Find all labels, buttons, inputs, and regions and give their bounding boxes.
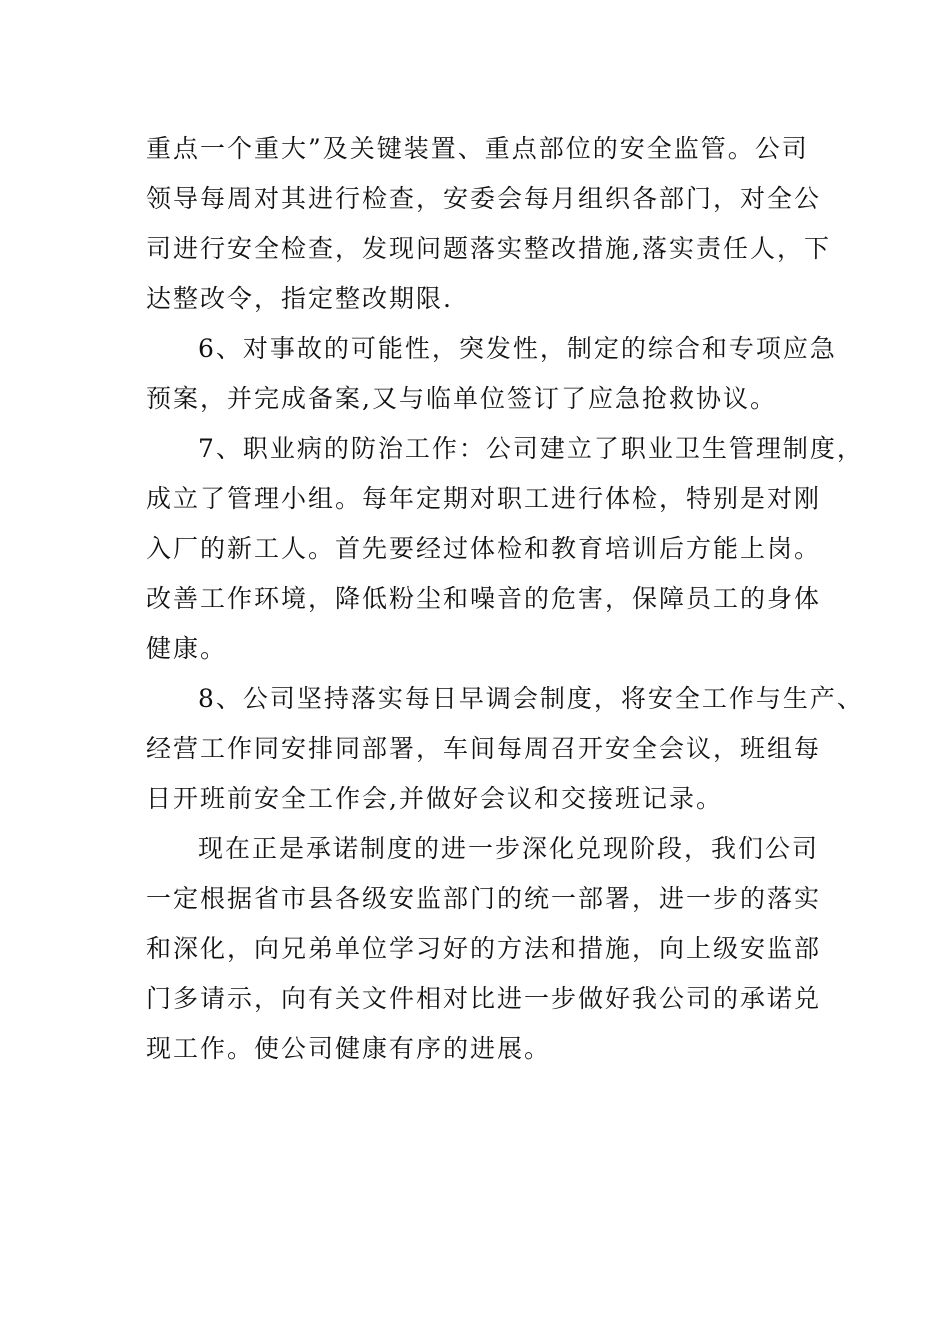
text-line: 8、公司坚持落实每日早调会制度，将安全工作与生产、: [198, 684, 864, 713]
text-line: 成立了管理小组。每年定期对职工进行体检，特别是对刚: [146, 484, 822, 513]
text-line: 改善工作环境，降低粉尘和噪音的危害，保障员工的身体: [146, 584, 822, 613]
text-line: 重点一个重大”及关键装置、重点部位的安全监管。公司: [146, 134, 809, 163]
text-line: 门多请示，向有关文件相对比进一步做好我公司的承诺兑: [146, 984, 822, 1013]
text-line: 现在正是承诺制度的进一步深化兑现阶段，我们公司: [198, 834, 820, 863]
text-line: 现工作。使公司健康有序的进展。: [146, 1034, 552, 1063]
text-line: 领导每周对其进行检查，安委会每月组织各部门，对全公: [146, 184, 822, 213]
text-line: 7、职业病的防治工作：公司建立了职业卫生管理制度，: [198, 434, 864, 463]
text-line: 日开班前安全工作会,并做好会议和交接班记录。: [146, 784, 723, 813]
text-line: 经营工作同安排同部署，车间每周召开安全会议，班组每: [146, 734, 822, 763]
text-line: 司进行安全检查，发现问题落实整改措施,落实责任人，下: [146, 234, 831, 263]
text-line: 6、对事故的可能性，突发性，制定的综合和专项应急: [198, 334, 837, 363]
text-line: 预案，并完成备案,又与临单位签订了应急抢救协议。: [146, 384, 777, 413]
text-line: 和深化，向兄弟单位学习好的方法和措施，向上级安监部: [146, 934, 822, 963]
text-line: 达整改令，指定整改期限.: [146, 284, 453, 313]
text-line: 健康。: [146, 634, 228, 663]
text-line: 入厂的新工人。首先要经过体检和教育培训后方能上岗。: [146, 534, 822, 563]
text-line: 一定根据省市县各级安监部门的统一部署，进一步的落实: [146, 884, 822, 913]
